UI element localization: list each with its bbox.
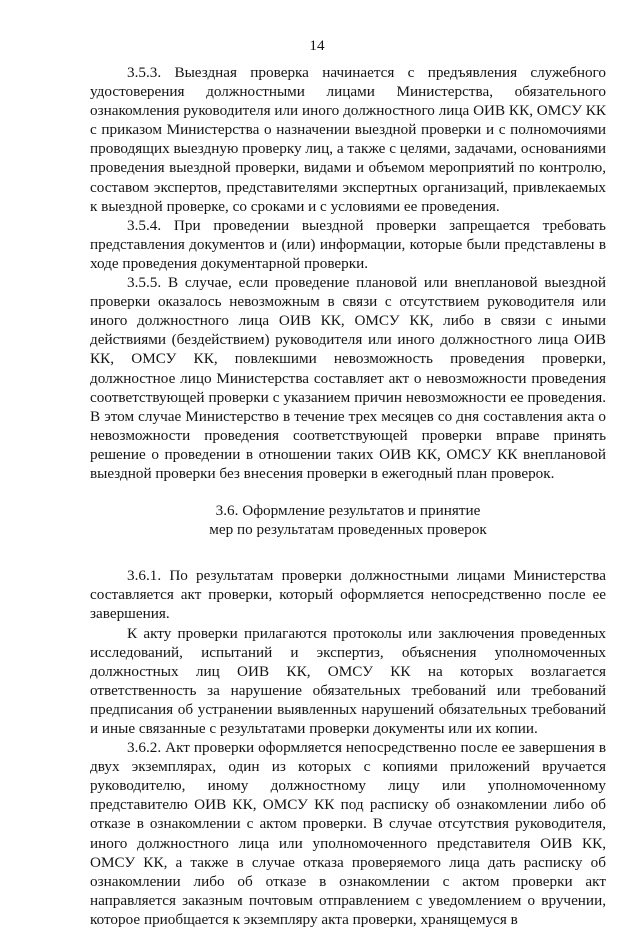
document-body — [90, 63, 606, 929]
page-number: 14 — [309, 37, 325, 54]
section-heading-3-6 — [90, 501, 606, 539]
paragraph-3-6-2: 3.6.2. Акт проверки оформляется непосредственно после ее завершения в двух экземплярах, один из которых с копиями приложений вручается руководителю, иному должностному лицу или уполномоченному представителю ОИВ КК, ОМСУ КК под расписку об ознакомлении либо об отказе в ознакомлении с актом проверки. В случае отсутствия руководителя, иного должностного лица или уполномоченного представителя ОИВ КК, ОМСУ КК, а также в случае отказа проверяемого лица дать расписку об ознакомлении либо об отказе в ознакомлении с актом проверки акт направляется заказным почтовым отправлением с уведомлением о вручении, которое приобщается к экземпляру акта проверки, хранящемуся в — [90, 739, 606, 928]
paragraph-3-6-1: 3.6.1. По результатам проверки должностными лицами Министерства составляется акт проверки, который оформляется непосредственно после ее завершения. — [90, 567, 606, 623]
paragraph-3-5-4: 3.5.4. При проведении выездной проверки запрещается требовать представления документов и (или) информации, которые были представлены в ходе проведения документарной проверки. — [90, 216, 606, 272]
paragraph-3-5-3: 3.5.3. Выездная проверка начинается с предъявления служебного удостоверения должностными лицами Министерства, обязательного ознакомления руководителя или иного должностного лица ОИВ КК, ОМСУ КК с приказом Министерства о назначении выездной проверки и с полномочиями проводящих выездную проверку лиц, а также с целями, задачами, основаниями проведения выездной проверки, видами и объемом мероприятий по контролю, составом экспертов, представителями экспертных организаций, привлекаемых к выездной проверке, со сроками и с условиями ее проведения. — [90, 64, 607, 215]
section-heading-line-2: мер по результатам проведенных проверок — [209, 521, 487, 539]
paragraph-act-attachments: К акту проверки прилагаются протоколы или заключения проведенных исследований, испытаний и экспертиз, объяснения уполномоченных должностных лиц ОИВ КК, ОМСУ КК на которых возлагается ответственность за нарушение обязательных требований или требований предписания об устранении выявленных нарушений обязательных требований и иные связанные с результатами проверки документы или их копии. — [90, 624, 606, 737]
paragraph-3-5-5: 3.5.5. В случае, если проведение плановой или внеплановой выездной проверки оказалось невозможным в связи с отсутствием руководителя или иного должностного лица ОИВ КК, ОМСУ КК, либо в связи с иными действиями (бездействием) руководителя или иного должностного лица ОИВ КК, ОМСУ КК, повлекшими невозможность проведения проверки, должностное лицо Министерства составляет акт о невозможности проведения соответствующей проверки с указанием причин невозможности ее проведения. В этом случае Министерство в течение трех месяцев со дня составления акта о невозможности проведения соответствующей проверки вправе принять решение о проведении в отношении таких ОИВ КК, ОМСУ КК внеплановой выездной проверки без внесения проверки в ежегодный план проверок. — [90, 274, 606, 482]
section-heading-line-1: 3.6. Оформление результатов и принятие — [215, 502, 481, 520]
